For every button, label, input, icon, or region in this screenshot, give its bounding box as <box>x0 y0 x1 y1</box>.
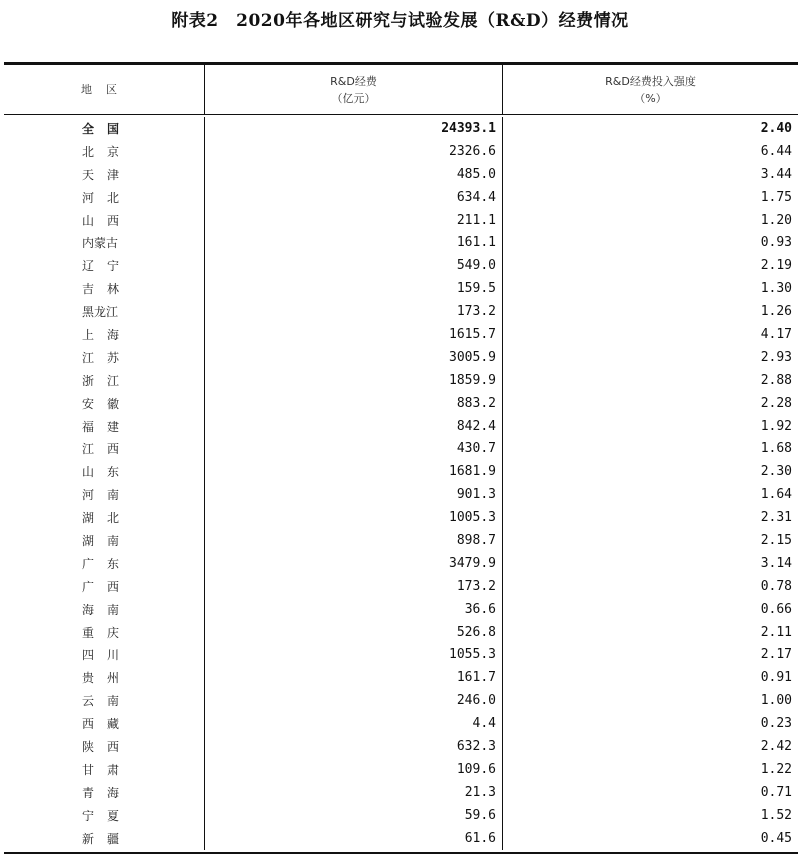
intensity-cell: 1.92 <box>760 418 792 434</box>
page-title: 附表2 2020年各地区研究与试验发展（R&D）经费情况 <box>171 11 629 31</box>
funds-cell: 246.0 <box>205 689 503 712</box>
region-cell: 黑龙江 <box>4 300 205 323</box>
intensity-cell: 4.17 <box>760 326 792 342</box>
table-row <box>4 781 798 804</box>
intensity-cell: 1.75 <box>760 189 792 205</box>
region-cell: 西藏 <box>4 712 205 735</box>
region-cell: 海南 <box>4 598 205 621</box>
funds-cell: 1055.3 <box>205 643 503 666</box>
funds-cell: 898.7 <box>205 529 503 552</box>
intensity-cell: 0.66 <box>760 601 792 617</box>
funds-cell: 1681.9 <box>205 460 503 483</box>
funds-cell: 549.0 <box>205 254 503 277</box>
region-cell: 四川 <box>4 643 205 666</box>
funds-cell: 901.3 <box>205 483 503 506</box>
intensity-cell: 6.44 <box>760 143 792 159</box>
funds-cell: 430.7 <box>205 437 503 460</box>
funds-cell: 3005.9 <box>205 346 503 369</box>
table-row <box>4 804 798 827</box>
table-row <box>4 735 798 758</box>
table-row <box>4 300 798 323</box>
intensity-cell: 1.52 <box>760 807 792 823</box>
intensity-cell: 2.31 <box>760 510 792 526</box>
funds-cell: 21.3 <box>205 781 503 804</box>
region-cell: 辽宁 <box>4 254 205 277</box>
region-cell: 广东 <box>4 552 205 575</box>
funds-cell: 161.7 <box>205 666 503 689</box>
intensity-cell: 1.22 <box>760 761 792 777</box>
funds-cell: 1859.9 <box>205 369 503 392</box>
funds-cell: 634.4 <box>205 186 503 209</box>
table-row <box>4 163 798 186</box>
funds-cell: 883.2 <box>205 392 503 415</box>
intensity-cell: 1.20 <box>760 212 792 228</box>
funds-cell: 1615.7 <box>205 323 503 346</box>
table-row <box>4 758 798 781</box>
intensity-cell: 1.26 <box>760 304 792 320</box>
region-cell: 云南 <box>4 689 205 712</box>
region-cell: 江苏 <box>4 346 205 369</box>
funds-cell: 36.6 <box>205 598 503 621</box>
table-row <box>4 186 798 209</box>
region-cell: 北京 <box>4 140 205 163</box>
intensity-cell: 0.78 <box>760 578 792 594</box>
table-row <box>4 598 798 621</box>
funds-cell: 159.5 <box>205 277 503 300</box>
table-row <box>4 712 798 735</box>
intensity-cell: 2.30 <box>760 464 792 480</box>
table-row <box>4 483 798 506</box>
table-row <box>4 254 798 277</box>
region-cell: 贵州 <box>4 666 205 689</box>
region-cell: 浙江 <box>4 369 205 392</box>
table-row <box>4 323 798 346</box>
funds-cell: 1005.3 <box>205 506 503 529</box>
table-row <box>4 529 798 552</box>
intensity-cell: 1.00 <box>760 693 792 709</box>
funds-cell: 24393.1 <box>205 117 503 140</box>
table-row <box>4 392 798 415</box>
region-cell: 河南 <box>4 483 205 506</box>
intensity-cell: 2.88 <box>760 372 792 388</box>
intensity-cell: 2.40 <box>760 120 792 136</box>
region-cell: 福建 <box>4 415 205 438</box>
region-cell: 安徽 <box>4 392 205 415</box>
region-cell: 广西 <box>4 575 205 598</box>
header-intensity-label: R&D经费投入强度 <box>605 74 696 88</box>
rd-funds-table <box>4 62 798 854</box>
header-intensity-unit: （%） <box>634 91 667 105</box>
table-row <box>4 666 798 689</box>
intensity-cell: 2.42 <box>760 738 792 754</box>
intensity-cell: 2.11 <box>760 624 792 640</box>
intensity-cell: 0.91 <box>760 670 792 686</box>
table-row <box>4 827 798 850</box>
table-row <box>4 277 798 300</box>
intensity-cell: 2.17 <box>760 647 792 663</box>
table-row <box>4 369 798 392</box>
region-cell: 吉林 <box>4 277 205 300</box>
region-cell: 江西 <box>4 437 205 460</box>
table-row <box>4 575 798 598</box>
intensity-cell: 0.23 <box>760 716 792 732</box>
intensity-cell: 1.30 <box>760 281 792 297</box>
region-cell: 山东 <box>4 460 205 483</box>
funds-cell: 526.8 <box>205 621 503 644</box>
table-row <box>4 621 798 644</box>
intensity-cell: 3.44 <box>760 166 792 182</box>
region-cell: 内蒙古 <box>4 231 205 254</box>
table-header <box>4 65 798 115</box>
funds-cell: 61.6 <box>205 827 503 850</box>
table-row <box>4 140 798 163</box>
intensity-cell: 0.93 <box>760 235 792 251</box>
funds-cell: 485.0 <box>205 163 503 186</box>
region-cell: 全国 <box>4 117 205 140</box>
intensity-cell: 1.68 <box>760 441 792 457</box>
table-row <box>4 209 798 232</box>
funds-cell: 173.2 <box>205 300 503 323</box>
funds-cell: 3479.9 <box>205 552 503 575</box>
region-cell: 新疆 <box>4 827 205 850</box>
funds-cell: 632.3 <box>205 735 503 758</box>
table-row <box>4 437 798 460</box>
funds-cell: 2326.6 <box>205 140 503 163</box>
table-row <box>4 346 798 369</box>
intensity-cell: 3.14 <box>760 555 792 571</box>
intensity-cell: 2.15 <box>760 532 792 548</box>
table-row <box>4 460 798 483</box>
table-row <box>4 643 798 666</box>
region-cell: 湖北 <box>4 506 205 529</box>
region-cell: 山西 <box>4 209 205 232</box>
header-intensity <box>503 65 798 114</box>
region-cell: 河北 <box>4 186 205 209</box>
table-row <box>4 231 798 254</box>
region-cell: 湖南 <box>4 529 205 552</box>
intensity-cell: 2.93 <box>760 349 792 365</box>
intensity-cell: 0.71 <box>760 784 792 800</box>
region-cell: 天津 <box>4 163 205 186</box>
region-cell: 青海 <box>4 781 205 804</box>
region-cell: 甘肃 <box>4 758 205 781</box>
region-cell: 陕西 <box>4 735 205 758</box>
funds-cell: 4.4 <box>205 712 503 735</box>
funds-cell: 173.2 <box>205 575 503 598</box>
table-row-total <box>4 117 798 140</box>
header-region-label: 地区 <box>81 83 131 96</box>
header-funds <box>205 65 503 114</box>
table-row <box>4 552 798 575</box>
funds-cell: 59.6 <box>205 804 503 827</box>
funds-cell: 211.1 <box>205 209 503 232</box>
funds-cell: 109.6 <box>205 758 503 781</box>
funds-cell: 161.1 <box>205 231 503 254</box>
region-cell: 重庆 <box>4 621 205 644</box>
table-body <box>4 115 798 852</box>
region-cell: 上海 <box>4 323 205 346</box>
header-funds-unit: （亿元） <box>331 91 376 105</box>
table-row <box>4 506 798 529</box>
table-row <box>4 415 798 438</box>
intensity-cell: 2.19 <box>760 258 792 274</box>
intensity-cell: 2.28 <box>760 395 792 411</box>
table-row <box>4 689 798 712</box>
intensity-cell: 0.45 <box>760 830 792 846</box>
funds-cell: 842.4 <box>205 415 503 438</box>
header-funds-label: R&D经费 <box>330 74 377 88</box>
region-cell: 宁夏 <box>4 804 205 827</box>
intensity-cell: 1.64 <box>760 487 792 503</box>
header-region <box>4 65 205 114</box>
